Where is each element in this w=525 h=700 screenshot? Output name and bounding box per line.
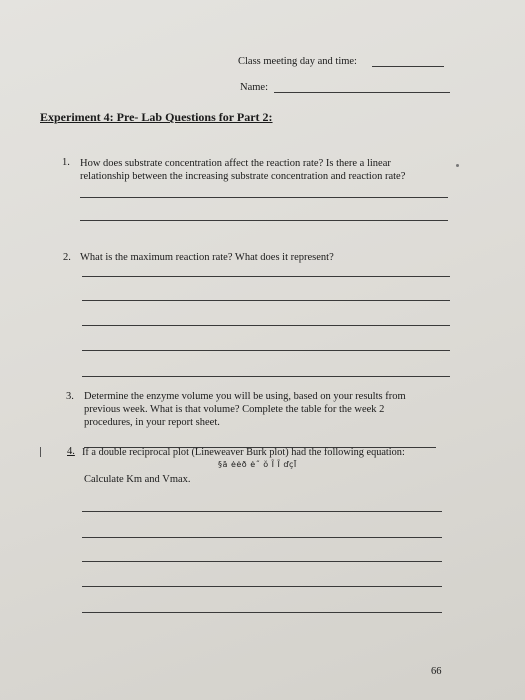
answer-line[interactable] <box>82 376 450 377</box>
answer-line[interactable] <box>80 220 448 221</box>
answer-line[interactable] <box>82 276 450 277</box>
answer-line[interactable] <box>82 537 442 538</box>
page-title: Experiment 4: Pre- Lab Questions for Part 2: <box>40 110 273 124</box>
question-2-text-line-1: What is the maximum reaction rate? What does it represent? <box>80 252 334 263</box>
answer-line[interactable] <box>82 325 450 326</box>
answer-line[interactable] <box>80 197 448 198</box>
stray-mark <box>456 164 459 167</box>
class-meeting-label: Class meeting day and time: <box>238 56 357 67</box>
margin-mark <box>40 447 41 457</box>
question-1-number: 1. <box>62 157 70 168</box>
answer-line[interactable] <box>82 561 442 562</box>
question-3-number: 3. <box>66 391 74 402</box>
question-3-text-line-1: Determine the enzyme volume you will be using, based on your results from <box>84 391 406 402</box>
lineweaver-burk-equation: §ă ėėð ė˝ ŏ Ĩ Ĩ ďçĪ <box>218 460 297 469</box>
name-label: Name: <box>240 82 268 93</box>
class-meeting-blank[interactable] <box>372 66 444 67</box>
answer-line[interactable] <box>82 586 442 587</box>
question-3-text-line-3: procedures, in your report sheet. <box>84 417 220 428</box>
name-blank[interactable] <box>274 92 450 93</box>
question-3-text-line-2: previous week. What is that volume? Complete the table for the week 2 <box>84 404 385 415</box>
answer-line[interactable] <box>82 350 450 351</box>
question-2-number: 2. <box>63 252 71 263</box>
question-4-number: 4. <box>67 446 75 457</box>
answer-line[interactable] <box>82 612 442 613</box>
page-number: 66 <box>431 666 442 677</box>
answer-line[interactable] <box>82 511 442 512</box>
question-1-text-line-1: How does substrate concentration affect the reaction rate? Is there a linear <box>80 158 391 169</box>
question-1-text-line-2: relationship between the increasing substrate concentration and reaction rate? <box>80 171 406 182</box>
question-4-text-line-2: Calculate Km and Vmax. <box>84 474 191 485</box>
question-4-text-line-1: If a double reciprocal plot (Lineweaver Burk plot) had the following equation: <box>82 447 405 458</box>
answer-line[interactable] <box>82 300 450 301</box>
